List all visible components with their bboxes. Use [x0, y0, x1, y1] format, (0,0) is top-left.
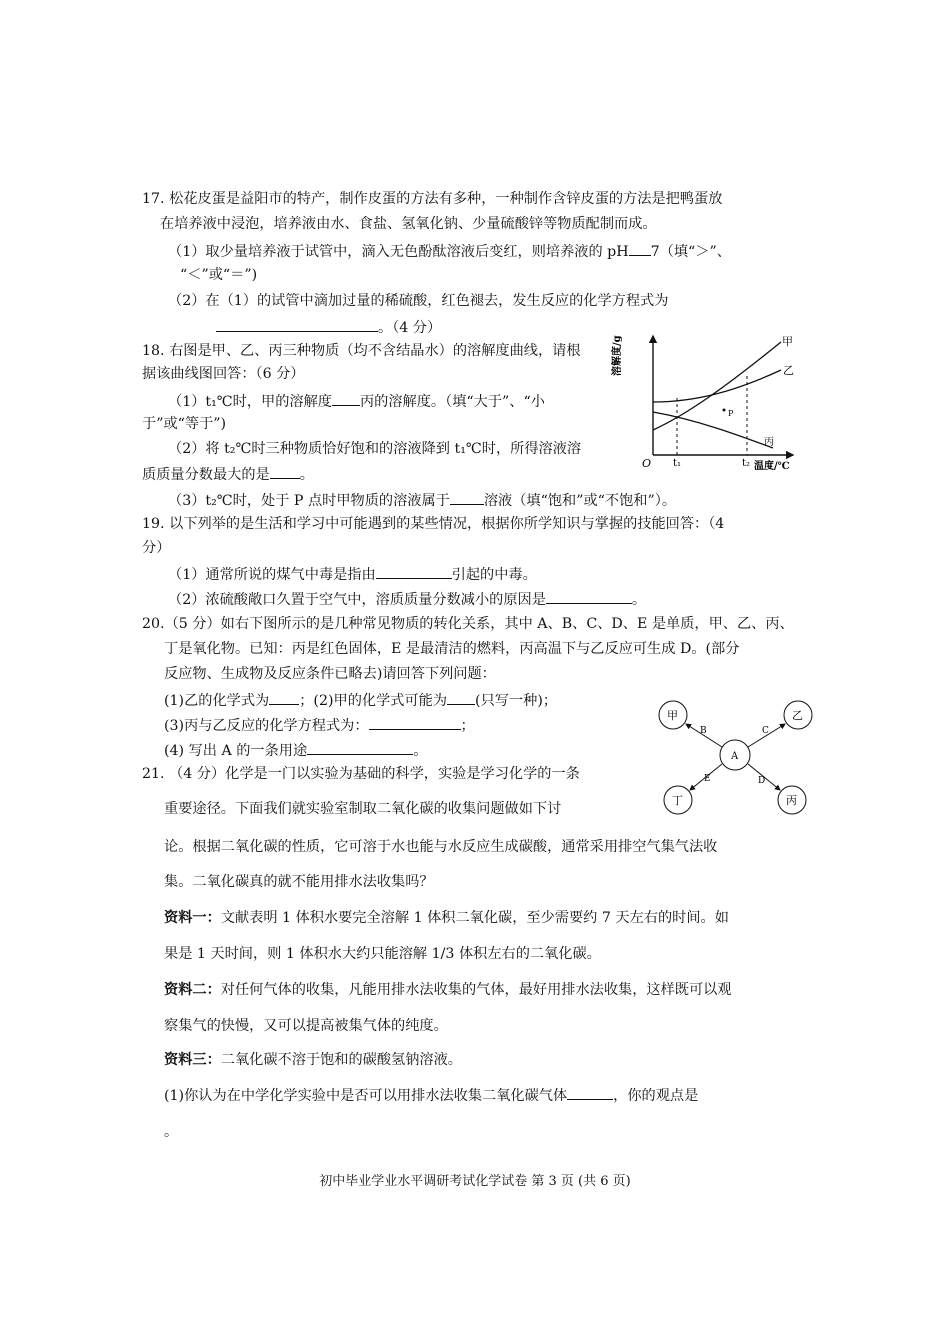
- chart-origin: O: [642, 457, 652, 470]
- q20-part-3-text: (3)丙与乙反应的化学方程式为：: [164, 718, 369, 734]
- edge-b-label: B: [700, 726, 707, 736]
- q18-part-2-end: 。: [299, 467, 314, 483]
- q20-line-2: 丁是氧化物。已知：丙是红色固体，E 是最清洁的燃料，丙高温下与乙反应可生成 D。(部分: [164, 641, 740, 657]
- q20-line-1: 20.（5 分）如右下图所示的是几种常见物质的转化关系，其中 A、B、C、D、E 是单质，甲、乙、丙、: [142, 616, 794, 632]
- q18-part-2-text: 质质量分数最大的是: [142, 467, 270, 483]
- q17-line-1: 17. 松花皮蛋是益阳市的特产，制作皮蛋的方法有多种，一种制作含锌皮蛋的方法是把鸭蛋放: [142, 191, 723, 207]
- q17-line-2: 在培养液中浸泡，培养液由水、食盐、氢氧化钠、少量硫酸锌等物质配制而成。: [160, 216, 657, 232]
- chart-x-label: 温度/℃: [754, 461, 790, 472]
- q18-part-1-text: （1）t₁℃时，甲的溶解度: [168, 394, 332, 410]
- q20-part-1-text: (1)乙的化学式为: [164, 693, 270, 709]
- q18-part-1-cont: 于”或“等于”): [142, 416, 227, 432]
- q21-resource-3-label: 资料三：: [164, 1052, 221, 1068]
- chart-t2-label: t₂: [742, 458, 751, 469]
- q21-resource-2: [164, 980, 732, 1000]
- chart-point-p: [723, 409, 726, 412]
- q20-part-3-blank: [369, 714, 461, 730]
- curve-yi: [653, 370, 781, 402]
- q21-line-1: 21. （4 分）化学是一门以实验为基础的科学，实验是学习化学的一条: [142, 766, 580, 782]
- q18-part-1-tail: 丙的溶解度。（填“大于”、“小: [359, 394, 545, 410]
- node-yi-label: 乙: [792, 709, 803, 722]
- q20-part-2-text: ；(2)甲的化学式可能为: [299, 693, 448, 709]
- q17-ph-blank: [629, 240, 651, 256]
- q21-line-3: 论。根据二氧化碳的性质，它可溶于水也能与水反应生成碳酸，通常采用排空气集气法收: [164, 839, 718, 855]
- curve-bing: [653, 412, 773, 448]
- q21-resource-1-text: 文献表明 1 体积水要完全溶解 1 体积二氧化碳，至少需要约 7 天左右的时间。如: [220, 910, 729, 926]
- q21-part-1-tail: ，你的观点是: [613, 1088, 699, 1104]
- curve-jia: [653, 342, 781, 430]
- q17-score: 。（4 分）: [378, 320, 442, 336]
- q21-resource-3: [164, 1050, 462, 1070]
- chart-p-label: P: [728, 409, 734, 418]
- q18-part-3-blank: [450, 489, 484, 505]
- node-jia-label: 甲: [667, 709, 678, 722]
- q17-part-2-answer: [216, 316, 441, 338]
- q20-part-4-end: 。: [413, 743, 428, 759]
- q19-part-1-tail: 引起的中毒。: [451, 567, 537, 583]
- q21-part-1-text: (1)你认为在中学化学实验中是否可以用排水法收集二氧化碳气体: [164, 1088, 568, 1104]
- q21-part-1-blank: [567, 1084, 613, 1100]
- node-a-label: A: [731, 751, 739, 762]
- q19-part-1-text: （1）通常所说的煤气中毒是指由: [168, 567, 376, 583]
- q20-part-4-blank: [307, 739, 413, 755]
- q19-part-1: [168, 563, 537, 585]
- q19-line-1: 19. 以下列举的是生活和学习中可能遇到的某些情况，根据你所学知识与掌握的技能回答：（4: [142, 516, 725, 532]
- q18-part-3-tail: 溶液（填“饱和”或“不饱和”）。: [483, 493, 677, 509]
- q17-part-1-text: （1）取少量培养液于试管中，滴入无色酚酞溶液后变红，则培养液的 pH: [168, 244, 629, 260]
- q17-part-2: （2）在（1）的试管中滴加过量的稀硫酸，红色褪去，发生反应的化学方程式为: [168, 293, 669, 309]
- q21-line-2: 重要途径。下面我们就实验室制取二氧化碳的收集问题做如下讨: [164, 801, 562, 817]
- page-footer: 初中毕业学业水平调研考试化学试卷 第 3 页 (共 6 页): [319, 1174, 631, 1189]
- chart-yi-label: 乙: [783, 364, 794, 377]
- q20-part-1-2: [164, 689, 557, 711]
- q21-resource-2-label: 资料二：: [164, 982, 221, 998]
- q18-part-2-cont: [142, 463, 314, 485]
- q18-part-1: [168, 390, 545, 412]
- q21-resource-2-cont: 察集气的快慢，又可以提高被集气体的纯度。: [164, 1018, 448, 1034]
- q20-part-3: [164, 714, 475, 736]
- q18-part-3: [168, 489, 676, 511]
- conversion-diagram: [650, 695, 820, 820]
- q20-part-2-tail: (只写一种)；: [475, 693, 558, 709]
- q18-part-2: （2）将 t₂℃时三种物质恰好饱和的溶液降到 t₁℃时，所得溶液溶: [168, 441, 582, 457]
- q17-part-1-cont: “＜”或“＝”): [180, 267, 258, 283]
- q18-part-1-blank: [332, 390, 360, 406]
- edge-e-label: E: [704, 774, 711, 784]
- q20-part-3-end: ；: [460, 718, 475, 734]
- q21-resource-1: [164, 908, 729, 928]
- q19-part-1-blank: [376, 563, 452, 579]
- solubility-chart: [612, 330, 803, 475]
- q17-part-1-tail: 7（填“＞”、: [650, 244, 731, 260]
- q21-part-1: [164, 1084, 698, 1106]
- edge-d-label: D: [758, 776, 766, 786]
- chart-jia-label: 甲: [782, 335, 793, 348]
- q18-part-3-text: （3）t₂℃时，处于 P 点时甲物质的溶液属于: [168, 493, 450, 509]
- chart-t1-label: t₁: [673, 458, 682, 469]
- q18-part-2-blank: [270, 463, 300, 479]
- q19-part-2-text: （2）浓硫酸敞口久置于空气中，溶质质量分数减小的原因是: [168, 592, 546, 608]
- node-ding-label: 丁: [672, 794, 683, 807]
- q19-part-2: [168, 588, 646, 610]
- q19-line-2: 分）: [142, 540, 171, 556]
- q17-equation-blank: [216, 316, 378, 332]
- q21-resource-1-cont: 果是 1 天时间，则 1 体积水大约只能溶解 1/3 体积左右的二氧化碳。: [164, 946, 601, 962]
- q18-line-1: 18. 右图是甲、乙、丙三种物质（均不含结晶水）的溶解度曲线，请根: [142, 343, 581, 359]
- q20-part-4-text: (4) 写出 A 的一条用途: [164, 743, 308, 759]
- q18-line-2: 据该曲线图回答：（6 分）: [142, 366, 305, 382]
- q21-resource-2-text: 对任何气体的收集，凡能用排水法收集的气体，最好用排水法收集，这样既可以观: [220, 982, 732, 998]
- q19-part-2-blank: [546, 588, 632, 604]
- q20-part-4: [164, 739, 427, 761]
- q20-part-1-blank: [269, 689, 299, 705]
- q19-part-2-end: 。: [631, 592, 647, 608]
- q20-part-2-blank: [447, 689, 475, 705]
- q21-resource-1-label: 资料一：: [164, 910, 221, 926]
- node-bing-label: 丙: [786, 794, 797, 807]
- q20-line-3: 反应物、生成物及反应条件已略去)请回答下列问题：: [164, 666, 496, 682]
- q21-resource-3-text: 二氧化碳不溶于饱和的碳酸氢钠溶液。: [220, 1052, 462, 1068]
- q21-line-4: 集。二氧化碳真的就不能用排水法收集吗？: [164, 874, 434, 890]
- q17-part-1: [168, 240, 731, 262]
- chart-y-label: 溶解度/g: [612, 335, 623, 376]
- q21-part-1-end: 。: [164, 1124, 179, 1140]
- edge-c-label: C: [762, 726, 769, 736]
- chart-bing-label: 丙: [764, 437, 774, 448]
